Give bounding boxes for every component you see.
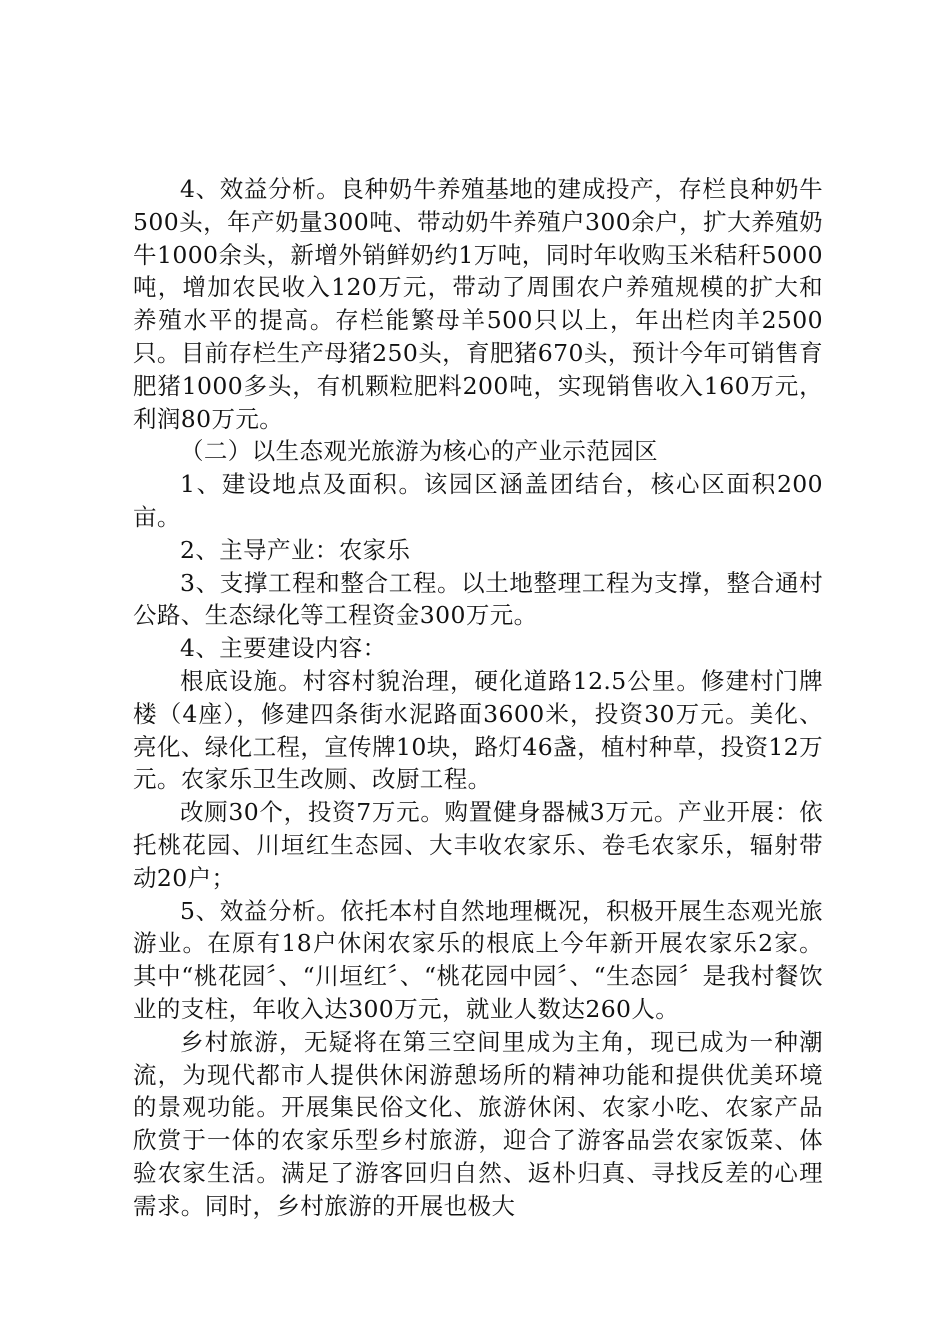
paragraph-rural-tourism: 乡村旅游，无疑将在第三空间里成为主角，现已成为一种潮流，为现代都市人提供休闲游憩场所的精神功能和提供优美环境的景观功能。开展集民俗文化、旅游休闲、农家小吃、农家产品欣赏于一体的农家乐型乡村旅游，迎合了游客品尝农家饭菜、体验农家生活。满足了游客回归自然、返朴归真、寻找反差的心理需求。同时，乡村旅游的开展也极大 — [133, 1027, 823, 1220]
section-heading-eco-tourism-park: （二）以生态观光旅游为核心的产业示范园区 — [180, 437, 658, 466]
paragraph-location-area: 1、建设地点及面积。该园区涵盖团结台，核心区面积200亩。 — [133, 470, 823, 531]
paragraph-leading-industry: 2、主导产业：农家乐 — [180, 535, 411, 564]
document-page — [133, 173, 823, 1223]
paragraph-main-construction: 4、主要建设内容： — [180, 634, 387, 663]
paragraph-benefit-analysis-livestock: 4、效益分析。良种奶牛养殖基地的建成投产，存栏良种奶牛500头，年产奶量300吨、带动奶牛养殖户300余户，扩大养殖奶牛1000余头，新增外销鲜奶约1万吨，同时年收购玉米秸秆5000吨，增加农民收入120万元，带动了周围农户养殖规模的扩大和养殖水平的提高。存栏能繁母羊500只以上，年出栏肉羊2500只。目前存栏生产母猪250头，育肥猪670头，预计今年可销售育肥猪1000多头，有机颗粒肥料200吨，实现销售收入160万元，利润80万元。 — [133, 175, 823, 433]
paragraph-toilet-renovation: 改厕30个，投资7万元。购置健身器械3万元。产业开展：依托桃花园、川垣红生态园、大丰收农家乐、卷毛农家乐，辐射带动20户； — [133, 798, 823, 892]
paragraph-support-projects: 3、支撑工程和整合工程。以土地整理工程为支撑，整合通村公路、生态绿化等工程资金300万元。 — [133, 568, 823, 630]
paragraph-infrastructure: 根底设施。村容村貌治理，硬化道路12.5公里。修建村门牌楼（4座），修建四条街水泥路面3600米，投资30万元。美化、亮化、绿化工程，宣传牌10块，路灯46盏，植村种草，投资12万元。农家乐卫生改厕、改厨工程。 — [133, 666, 823, 794]
paragraph-benefit-analysis-tourism: 5、效益分析。依托本村自然地理概况，积极开展生态观光旅游业。在原有18户休闲农家乐的根底上今年新开展农家乐2家。其中“桃花园〞、“川垣红〞、“桃花园中园〞、“生态园〞是我村餐饮业的支柱，年收入达300万元，就业人数达260人。 — [133, 896, 823, 1023]
